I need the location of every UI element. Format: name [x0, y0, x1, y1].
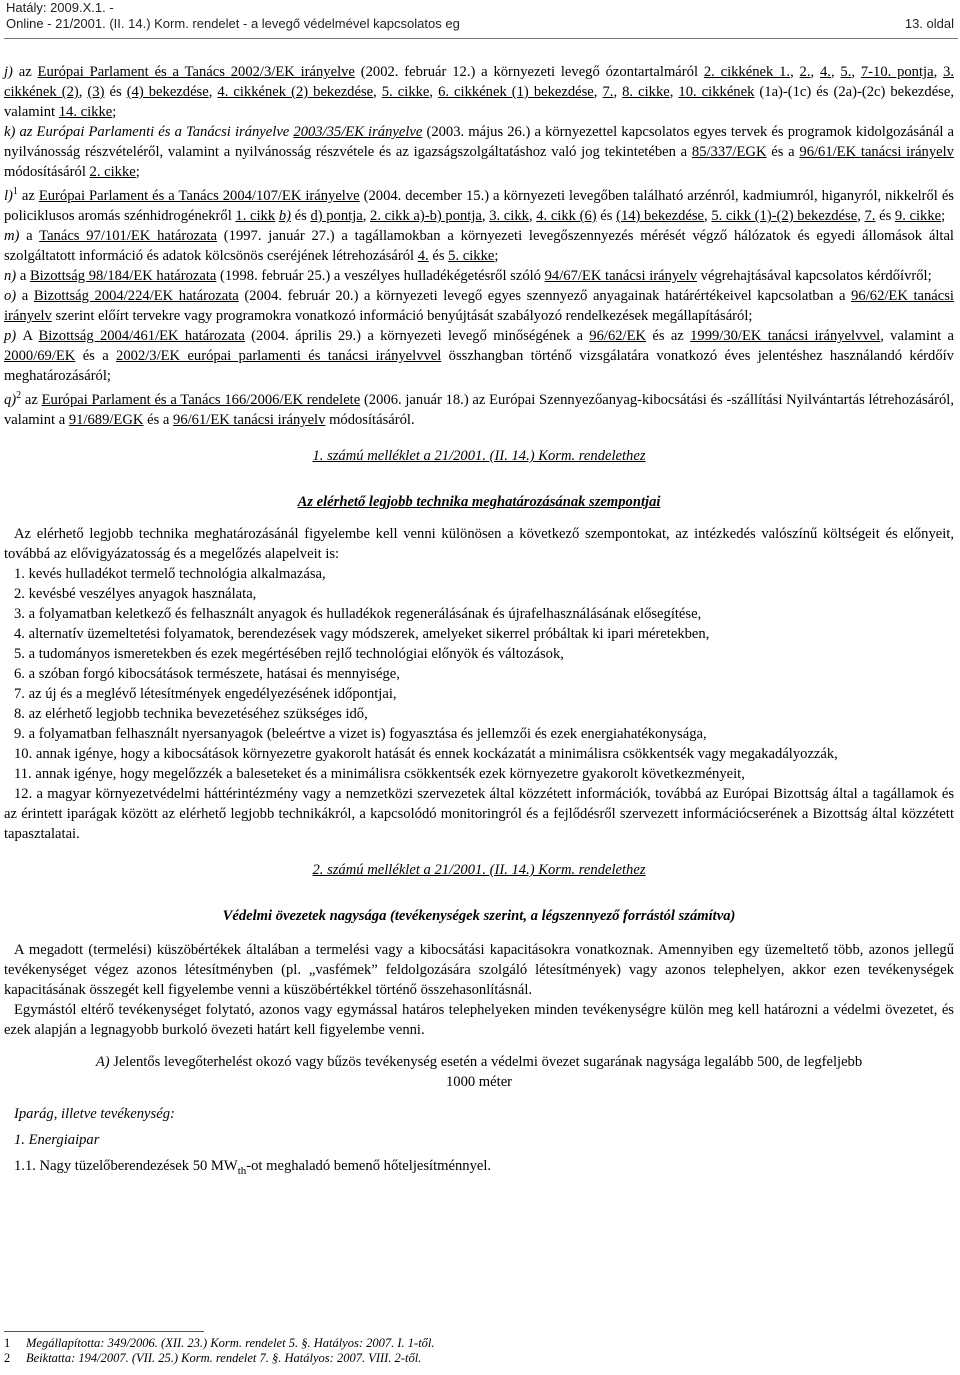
link[interactable]: 7. — [602, 84, 614, 100]
link[interactable]: 6. cikkének (1) bekezdése — [438, 84, 594, 100]
industry-label: Iparág, illetve tevékenység: — [14, 1106, 175, 1122]
list-item: 6. a szóban forgó kibocsátások természete, hatásai és mennyisége, — [14, 666, 400, 682]
document-page — [4, 0, 958, 42]
header-document-title: Online - 21/2001. (II. 14.) Korm. rendelet - a levegő védelmével kapcsolatos eg — [6, 16, 460, 31]
footnote-divider — [4, 1331, 204, 1332]
footnote: 1 Megállapította: 349/2006. (XII. 23.) Korm. rendelet 5. §. Hatályos: 2007. I. 1-től. — [4, 1336, 435, 1350]
list-item: 2. kevésbé veszélyes anyagok használata, — [14, 586, 257, 602]
link[interactable]: 14. cikke — [58, 104, 113, 120]
list-item: 7. az új és a meglévő létesítmények engedélyezésének időpontjai, — [14, 686, 397, 702]
link[interactable]: Európai Parlament és a Tanács 166/2006/EK rendelete — [41, 392, 361, 408]
annex2-title[interactable]: 2. számú melléklet a 21/2001. (II. 14.) Korm. rendelethez — [312, 862, 646, 878]
link[interactable]: 3. cikkének (2) — [4, 64, 955, 100]
link[interactable]: Bizottság 2004/224/EK határozata — [33, 288, 239, 304]
document-body — [4, 62, 954, 1176]
annex1-title[interactable]: 1. számú melléklet a 21/2001. (II. 14.) Korm. rendelethez — [312, 448, 646, 464]
link[interactable]: 5. — [840, 64, 852, 80]
section-q: q)$^2$ az Európai Parlament és a Tanács 166/2006/EK rendelete (2006. január 18.) az Európai Szennyezőanyag-kibocsátási és -szállítási Nyilvántartás létrehozásáról, valamint a 91/689/EGK és a 96/61/EK tanácsi irányelv módosításáról. — [4, 390, 954, 428]
list-item: 8. az elérhető legjobb technika bevezetéséhez szükséges idő, — [14, 706, 368, 722]
link[interactable]: 5. cikke — [448, 248, 495, 264]
link[interactable]: (4) bekezdése — [126, 84, 209, 100]
header-page-number: 13. oldal — [904, 16, 954, 31]
list-item: 11. annak igénye, hogy megelőzzék a baleseteket és a minimálisra csökkentsék ezek környezetre gyakorolt következményeit, — [14, 766, 745, 782]
annex2-para1: A megadott (termelési) küszöbértékek általában a termelési vagy a kibocsátási kapacitásokra vonatkoznak. Amennyiben egy üzemeltető több, azonos jellegű tevékenységet végez azonos létesítményben (pl. „vasfémek” feldolgozására szolgáló létesítmények) vagy azonos telephelyen, akkor ezen tevékenységek kapacitásának összegét kell figyelembe venni a küszöbértékkel történő összehasonlításnál. — [4, 942, 954, 998]
page-header — [4, 0, 958, 42]
list-item: 5. a tudományos ismeretekben és ezek megértésében rejlő technológiai előnyök és változások, — [14, 646, 564, 662]
list-item: 9. a folyamatban felhasznált nyersanyagok (beleértve a vizet is) fogyasztása és jellemzői és ezek energiahatékonysága, — [14, 726, 707, 742]
footnotes — [4, 1336, 954, 1366]
link[interactable]: 85/337/EGK — [691, 144, 767, 160]
link[interactable]: 2. cikk a)-b) pontja — [370, 208, 482, 224]
item-1-1: 1.1. Nagy tüzelőberendezések 50 $MW_{th}-ot$ meghaladó bemenő hőteljesítménnyel. — [14, 1158, 492, 1177]
link[interactable]: 3. cikk — [489, 208, 529, 224]
link[interactable]: Bizottság 2004/461/EK határozata — [38, 328, 245, 344]
section-j: j) az Európai Parlament és a Tanács 2002/3/EK irányelve (2002. február 12.) a környezeti levegő ózontartalmáról 2. cikkének 1., 2., 4., 5., 7-10. pontja, 3. cikkének (2), (3) és (4) bekezdése, 4. cikkének (2) bekezdése, 5. cikke, 6. cikkének (1) bekezdése, 7., 8. cikke, 10. cikkének (1a)-(1c) és (2a)-(2c) bekezdése, valamint 14. cikke; — [4, 64, 955, 120]
link[interactable]: (14) bekezdése — [616, 208, 705, 224]
link[interactable]: 10. cikkének — [678, 84, 755, 100]
annex2-section-a: A) Jelentős levegőterhelést okozó vagy bűzös tevékenység esetén a védelmi övezet sugarának nagysága legalább 500, de legfeljebb — [95, 1054, 863, 1070]
section-p: p) A Bizottság 2004/461/EK határozata (2004. április 29.) a környezeti levegő minőségének a 96/62/EK és az 1999/30/EK tanácsi irányelvvel, valamint a 2000/69/EK és a 2002/3/EK európai parlamenti és tanácsi irányelvvel összhangban történő vizsgálatára vonatkozó éves jelentéshez használandó kérdőív meghatározásáról; — [4, 328, 955, 384]
link[interactable]: (3) — [87, 84, 105, 100]
section-k: k) az Európai Parlamenti és a Tanácsi irányelve 2003/35/EK irányelve (2003. május 26.) a környezettel kapcsolatos egyes tervek és programok kidolgozásánál a nyilvánosság részvételéről, valamint a nyilvánosság részvétele és az igazságszolgáltatáshoz való jog tekintetében a 85/337/EGK és a 96/61/EK tanácsi irányelv módosításáról 2. cikke; — [4, 124, 954, 180]
link[interactable]: 4. cikk (6) — [536, 208, 597, 224]
header-divider — [4, 38, 958, 39]
link[interactable]: 4. — [819, 64, 831, 80]
header-validity: Hatály: 2009.X.1. - — [6, 0, 114, 15]
footnote: 2 Beiktatta: 194/2007. (VII. 25.) Korm. rendelet 7. §. Hatályos: 2007. VIII. 2-től. — [4, 1351, 422, 1365]
link[interactable]: 5. cikk (1)-(2) bekezdése — [711, 208, 858, 224]
link[interactable]: d) pontja — [310, 208, 363, 224]
industry-energy: 1. Energiaipar — [14, 1132, 100, 1148]
annex2-heading: Védelmi övezetek nagysága (tevékenységek szerint, a légszennyező forrástól számítva) — [222, 908, 736, 924]
link[interactable]: Európai Parlament és a Tanács 2004/107/EK irányelve — [38, 188, 360, 204]
link[interactable]: 96/61/EK tanácsi irányelv — [799, 144, 954, 160]
annex1-list — [4, 564, 954, 844]
link[interactable]: 2. cikkének 1. — [703, 64, 791, 80]
annex2-section-a-distance: 1000 méter — [445, 1074, 513, 1090]
link[interactable]: 4. cikkének (2) bekezdése — [217, 84, 374, 100]
link[interactable]: 2000/69/EK — [4, 348, 76, 364]
annex2-para2: Egymástól eltérő tevékenységet folytató, azonos vagy egymással határos telephelyeken minden tevékenységre külön meg kell határozni a védelmi övezetet, és ezek alapján a legnagyobb burkoló övezeti határt kell figyelembe venni. — [4, 1002, 954, 1038]
annex1-heading: Az elérhető legjobb technika meghatározásának szempontjai — [297, 494, 661, 510]
list-item: 3. a folyamatban keletkező és felhasznált anyagok és hulladékok regenerálásának és újrafelhasználásának elősegítése, — [14, 606, 702, 622]
section-m: m) a Tanács 97/101/EK határozata (1997. január 27.) a tagállamokban a környezeti levegőszennyezés mérését végző hálózatok és egyedi állomások által szolgáltatott információ és adatok kölcsönös cseréjének létrehozásáról 4. és 5. cikke; — [4, 228, 954, 264]
link[interactable]: Tanács 97/101/EK határozata — [39, 228, 218, 244]
annex1-intro: Az elérhető legjobb technika meghatározásánál figyelembe kell venni különösen a következő szempontokat, az intézkedés valószínű költségeit és előnyeit, továbbá az elővigyázatosság és a megelőzés alapelveit is: — [4, 526, 954, 562]
link[interactable]: 2. cikke — [89, 164, 136, 180]
link[interactable]: 9. cikke — [894, 208, 942, 224]
link[interactable]: 2. — [799, 64, 811, 80]
link[interactable]: 91/689/EGK — [68, 412, 144, 428]
link[interactable]: b) — [278, 208, 291, 224]
link[interactable]: 5. cikke — [381, 84, 430, 100]
link[interactable]: Európai Parlament és a Tanács 2002/3/EK irányelve — [37, 64, 355, 80]
link[interactable]: 2003/35/EK irányelve — [293, 124, 423, 140]
section-l: l)$^1$ az Európai Parlament és a Tanács 2004/107/EK irányelve (2004. december 15.) a környezeti levegőben található arzénról, kadmiumról, higanyról, nikkelről és policiklusos aromás szénhidrogénekről 1. cikk b) és d) pontja, 2. cikk a)-b) pontja, 3. cikk, 4. cikk (6) és (14) bekezdése, 5. cikk (1)-(2) bekezdése, 7. és 9. cikke; — [4, 186, 954, 224]
link[interactable]: 96/61/EK tanácsi irányelv — [173, 412, 326, 428]
list-item: 4. alternatív üzemeltetési folyamatok, berendezések vagy módszerek, amelyeket sikerrel próbáltak ki ipari méretekben, — [14, 626, 710, 642]
link[interactable]: 94/67/EK tanácsi irányelv — [544, 268, 698, 284]
link[interactable]: 1999/30/EK tanácsi irányelvvel — [690, 328, 881, 344]
link[interactable]: 7. — [864, 208, 876, 224]
link[interactable]: 1. cikk — [235, 208, 276, 224]
link[interactable]: 96/62/EK tanácsi irányelv — [4, 288, 954, 324]
list-item: 1. kevés hulladékot termelő technológia alkalmazása, — [14, 566, 326, 582]
section-o: o) a Bizottság 2004/224/EK határozata (2004. február 20.) a környezeti levegő egyes szennyező anyagainak határértékeivel kapcsolatban a 96/62/EK tanácsi irányelv szerint előírt tervekre vagy programokra vonatkozó információ benyújtását szabályozó rendelkezések megállapításáról; — [4, 288, 954, 324]
link[interactable]: 7-10. pontja — [860, 64, 934, 80]
section-n: n) a Bizottság 98/184/EK határozata (1998. február 25.) a veszélyes hulladékégetésről szóló 94/67/EK tanácsi irányelv végrehajtásával kapcsolatos kérdőívről; — [4, 268, 932, 284]
link[interactable]: 8. cikke — [622, 84, 670, 100]
link[interactable]: 96/62/EK — [589, 328, 647, 344]
list-item: 10. annak igénye, hogy a kibocsátások környezetre gyakorolt hatását és ennek kockázatát a minimálisra csökkentsék vagy megakadályozzák, — [14, 746, 838, 762]
link[interactable]: 4. — [417, 248, 429, 264]
link[interactable]: 2002/3/EK európai parlamenti és tanácsi irányelvvel — [116, 348, 442, 364]
link[interactable]: Bizottság 98/184/EK határozata — [29, 268, 217, 284]
list-item: 12. a magyar környezetvédelmi háttérintézmény vagy a nemzetközi szervezetek által közzétett információk, továbbá az Európai Bizottság által a tagállamok és az érintett iparágak között az elérhető legjobb technikákról, a kapcsolódó monitoringról és a fejlődésről szervezett információcserének a Bizottság által közzétett tapasztalatai. — [4, 786, 954, 842]
